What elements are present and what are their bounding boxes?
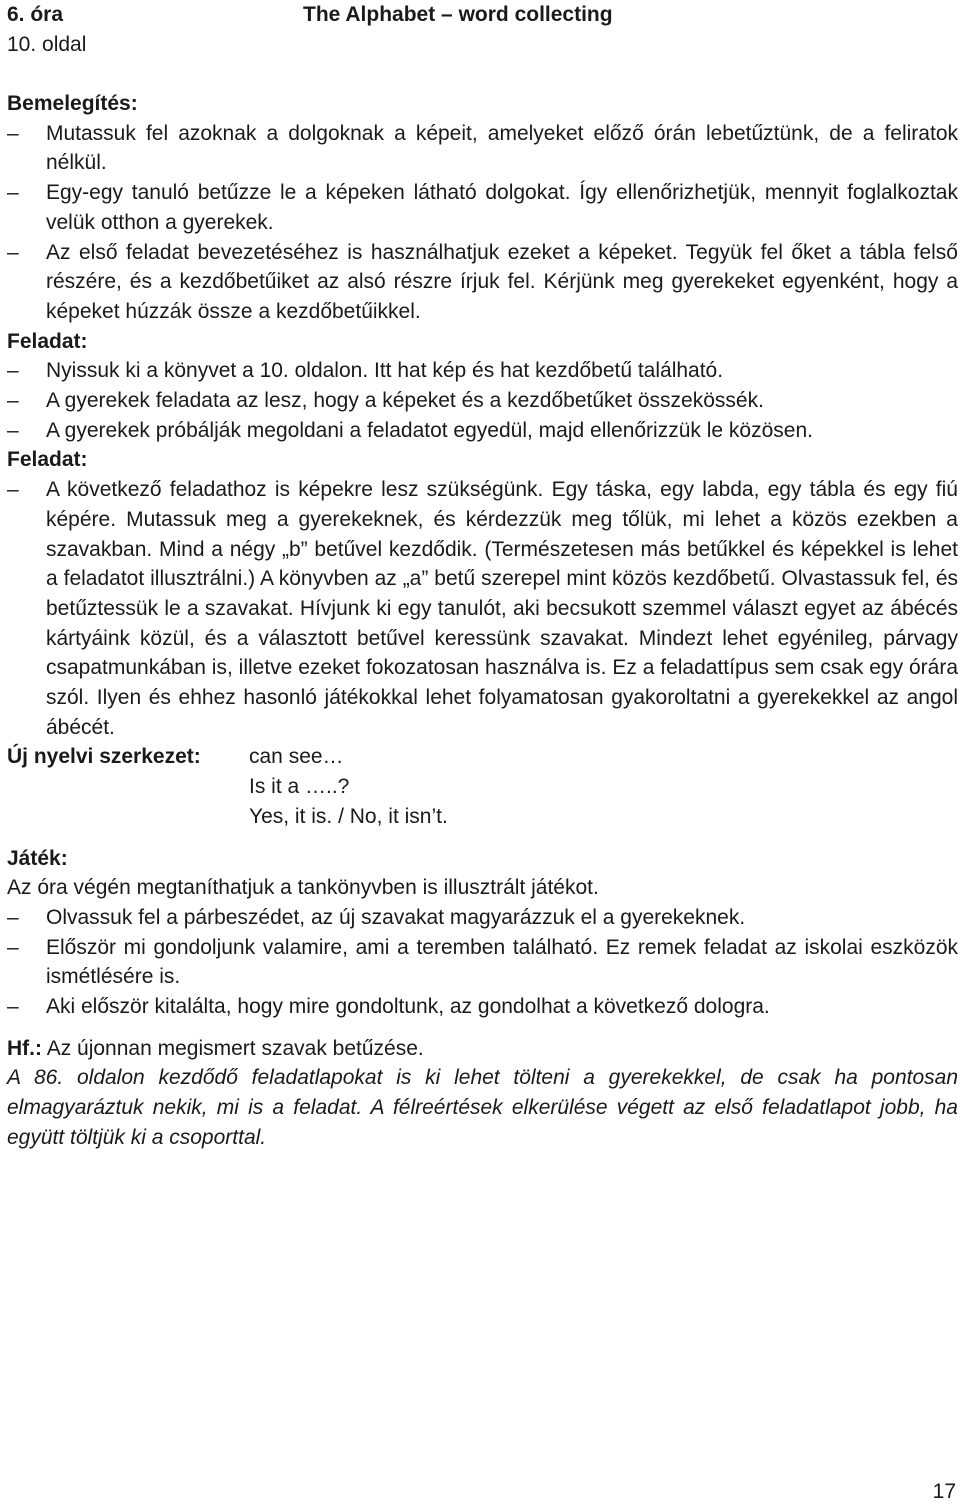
structure-text: Is it a …..?: [249, 775, 350, 799]
bullet-dash: –: [7, 418, 19, 442]
game-item: [7, 903, 958, 933]
task2-heading: Feladat:: [7, 448, 88, 472]
structure-line: [7, 802, 958, 832]
game-heading: Játék:: [7, 846, 68, 870]
structure-text: can see…: [249, 745, 344, 769]
structure-line: [7, 772, 958, 802]
task1-item: [7, 356, 958, 386]
teacher-note: A 86. oldalon kezdődő feladatlapokat is ki lehet tölteni a gyerekekkel, de csak ha pontosan elmagyaráztuk nekik, mi is a feladat. A félreértések elkerülése végett az első feladatlapot jobb, ha együtt töltjük ki a csoporttal.: [7, 1066, 958, 1149]
page-reference: 10. oldal: [7, 33, 87, 56]
game-intro: Az óra végén megtaníthatjuk a tankönyvben is illusztrált játékot.: [7, 876, 599, 900]
bullet-dash: –: [7, 121, 19, 145]
task2-item: [7, 475, 958, 742]
homework-line: [7, 1034, 958, 1064]
bullet-dash: –: [7, 181, 19, 205]
bullet-dash: –: [7, 995, 19, 1019]
warmup-item: [7, 238, 958, 327]
task2-item-text: A következő feladathoz is képekre lesz szükségünk. Egy táska, egy labda, egy tábla és egy fiú képére. Mutassuk meg a gyerekeknek, és kérdezzük meg tőlük, mi lehet a közös ezekben a szavakban. Mind a négy „b” betűvel kezdődik. (Természetesen más betűkkel és képekkel is lehet a feladatot illusztrálni.) A könyvben az „a” betű szerepel mint közös kezdőbetű. Olvastassuk fel, és betűztessük le a szavakat. Hívjunk ki egy tanulót, aki becsukott szemmel választ egyet az ábécés kártyáink közül, és a választott betűvel keressünk szavakat. Mindezt lehet egyénileg, párvagy csapatmunkában is, illetve ezeket fokozatosan használva is. Ez a feladattípus sem csak egy órára szól. Ilyen és ehhez hasonló játékokkal lehet folyamatosan gyakoroltatni a gyerekekkel az angol ábécét.: [46, 478, 958, 739]
bullet-dash: –: [7, 240, 19, 264]
bullet-dash: –: [7, 905, 19, 929]
warmup-item-text: Mutassuk fel azoknak a dolgoknak a képeit, amelyeket előző órán lebetűztünk, de a feliratok nélkül.: [46, 121, 958, 175]
homework-text: Az újonnan megismert szavak betűzése.: [46, 1036, 424, 1060]
structure-text: Yes, it is. / No, it isn’t.: [249, 804, 448, 828]
structure-label: Új nyelvi szerkezet:: [7, 745, 201, 769]
game-item-text: Először mi gondoljunk valamire, ami a teremben található. Ez remek feladat az iskolai eszközök ismétlésére is.: [46, 935, 958, 989]
page-number: 17: [932, 1480, 956, 1503]
bullet-dash: –: [7, 389, 19, 413]
homework-label: Hf.:: [7, 1036, 42, 1060]
page-title: The Alphabet – word collecting: [303, 3, 613, 26]
warmup-section: [7, 89, 958, 1153]
task1-item: [7, 416, 958, 446]
bullet-dash: –: [7, 935, 19, 959]
game-item-text: Aki először kitalálta, hogy mire gondoltunk, az gondolhat a következő dologra.: [46, 995, 770, 1019]
game-item: [7, 992, 958, 1022]
lesson-number: 6. óra: [7, 3, 64, 26]
bullet-dash: –: [7, 359, 19, 383]
warmup-item-text: Egy-egy tanuló betűzze le a képeken látható dolgokat. Így ellenőrizhetjük, mennyit foglalkoztak velük otthon a gyerekek.: [46, 181, 958, 234]
task1-item: [7, 386, 958, 416]
warmup-item: [7, 178, 958, 237]
structure-line: [7, 742, 958, 772]
warmup-item-text: Az első feladat bevezetéséhez is használhatjuk ezeket a képeket. Tegyük fel őket a tábla felső részére, és a kezdőbetűiket az alsó részre írjuk fel. Kérjünk meg gyerekeket egyenként, hogy a képeket húzzák össze a kezdőbetűikkel.: [46, 240, 958, 323]
warmup-heading: Bemelegítés:: [7, 92, 138, 115]
game-item-text: Olvassuk fel a párbeszédet, az új szavakat magyarázzuk el a gyerekeknek.: [46, 905, 746, 929]
task1-item-text: Nyissuk ki a könyvet a 10. oldalon. Itt hat kép és hat kezdőbetű található.: [46, 359, 724, 383]
task1-heading: Feladat:: [7, 329, 88, 353]
game-item: [7, 933, 958, 992]
warmup-item: [7, 119, 958, 178]
task1-item-text: A gyerekek feladata az lesz, hogy a képeket és a kezdőbetűket összekössék.: [46, 389, 764, 413]
task1-item-text: A gyerekek próbálják megoldani a feladatot egyedül, majd ellenőrizzük le közösen.: [46, 418, 813, 442]
bullet-dash: –: [7, 478, 19, 502]
